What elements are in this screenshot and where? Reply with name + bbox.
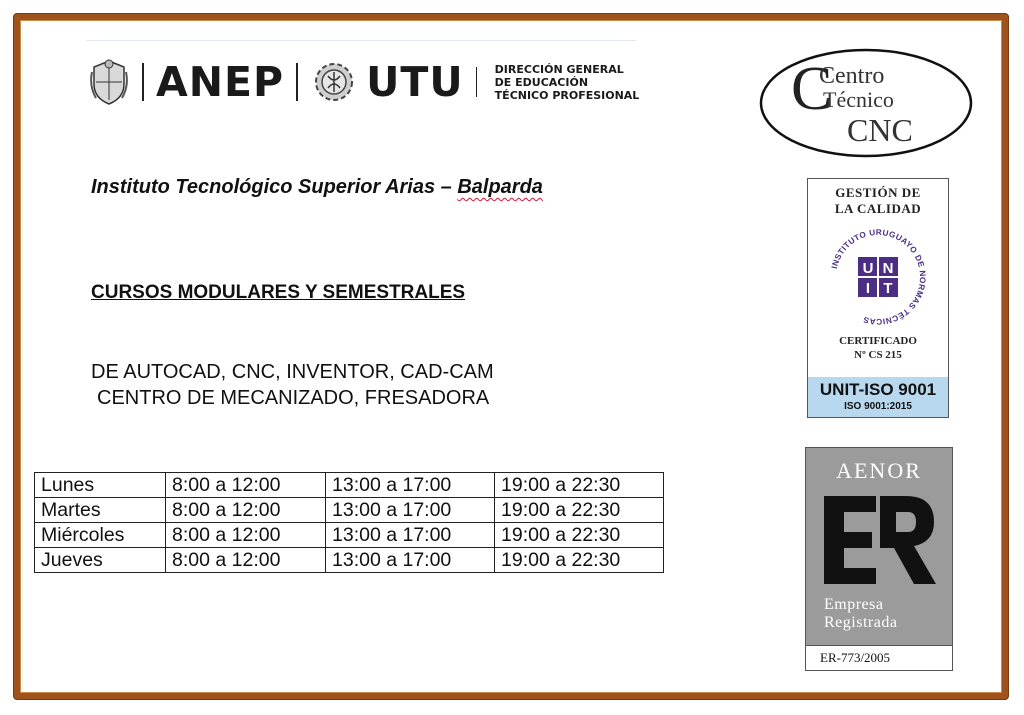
uruguay-crest-icon	[88, 58, 130, 106]
courses-line-1: DE AUTOCAD, CNC, INVENTOR, CAD-CAM	[91, 361, 494, 383]
table-row	[35, 473, 664, 498]
unit-letter: I	[865, 280, 871, 297]
unit-letter: U	[862, 260, 874, 277]
day-cell: Martes	[35, 498, 166, 523]
institute-name	[91, 176, 543, 199]
aenor-subtitle	[824, 596, 897, 632]
dgetp-line: TÉCNICO PROFESIONAL	[494, 88, 640, 102]
courses-heading: CURSOS MODULARES Y SEMESTRALES	[91, 282, 466, 303]
header-logo-strip	[88, 54, 639, 110]
cnc-big-c: C	[791, 55, 833, 123]
utu-gear-icon	[310, 58, 358, 106]
time-slot-cell: 8:00 a 12:00	[166, 473, 326, 498]
institute-emphasis: Balparda	[457, 176, 543, 198]
time-slot-cell: 13:00 a 17:00	[326, 548, 495, 573]
day-cell: Miércoles	[35, 523, 166, 548]
utu-logo-text: UTU	[366, 57, 464, 106]
centro-tecnico-cnc-logo	[759, 45, 975, 159]
aenor-title: AENOR	[836, 458, 922, 483]
table-row	[35, 548, 664, 573]
aenor-badge	[805, 447, 953, 671]
anep-logo-text: ANEP	[156, 57, 285, 106]
courses-list	[91, 359, 494, 411]
unit-cert-number: Nº CS 215	[854, 349, 902, 361]
institute-prefix: Instituto Tecnológico Superior Arias –	[91, 176, 458, 198]
unit-certificate-badge	[807, 178, 949, 418]
time-slot-cell: 19:00 a 22:30	[495, 523, 664, 548]
logo-separator	[476, 67, 477, 97]
unit-iso-year: ISO 9001:2015	[844, 401, 912, 412]
logo-separator	[296, 63, 298, 101]
dgetp-line: DIRECCIÓN GENERAL	[494, 62, 624, 76]
time-slot-cell: 8:00 a 12:00	[166, 498, 326, 523]
unit-seal-icon	[822, 221, 934, 333]
unit-iso-band	[808, 377, 948, 417]
time-slot-cell: 8:00 a 12:00	[166, 548, 326, 573]
time-slot-cell: 13:00 a 17:00	[326, 473, 495, 498]
unit-letter: N	[882, 260, 894, 277]
unit-title	[808, 185, 948, 217]
schedule-table	[34, 472, 664, 573]
time-slot-cell: 19:00 a 22:30	[495, 548, 664, 573]
unit-letter: T	[883, 280, 893, 297]
dgetp-line: DE EDUCACIÓN	[494, 75, 589, 89]
unit-title-line: LA CALIDAD	[834, 201, 922, 216]
aenor-registration-code: ER-773/2005	[806, 645, 952, 670]
cnc-line-2: Técnico	[823, 87, 894, 112]
logo-separator	[142, 63, 144, 101]
unit-title-line: GESTIÓN DE	[835, 185, 921, 200]
time-slot-cell: 13:00 a 17:00	[326, 523, 495, 548]
table-row	[35, 523, 664, 548]
time-slot-cell: 19:00 a 22:30	[495, 498, 664, 523]
aenor-sub-line: Empresa	[824, 596, 884, 613]
aenor-sub-line: Registrada	[824, 614, 898, 631]
time-slot-cell: 8:00 a 12:00	[166, 523, 326, 548]
courses-line-2: CENTRO DE MECANIZADO, FRESADORA	[97, 387, 490, 409]
table-row	[35, 498, 664, 523]
unit-iso-label: UNIT-ISO 9001	[819, 380, 937, 399]
day-cell: Lunes	[35, 473, 166, 498]
unit-seal-ring-text: INSTITUTO URUGUAYO DE NORMAS TÉCNICAS	[829, 227, 928, 327]
unit-certificado: CERTIFICADO	[839, 335, 917, 347]
day-cell: Jueves	[35, 548, 166, 573]
aenor-er-mark-icon	[824, 496, 936, 596]
cnc-line-3: CNC	[847, 112, 913, 148]
dgetp-text	[495, 63, 640, 102]
time-slot-cell: 13:00 a 17:00	[326, 498, 495, 523]
top-divider	[86, 40, 636, 41]
time-slot-cell: 19:00 a 22:30	[495, 473, 664, 498]
cnc-line-1: Centro	[819, 63, 885, 89]
